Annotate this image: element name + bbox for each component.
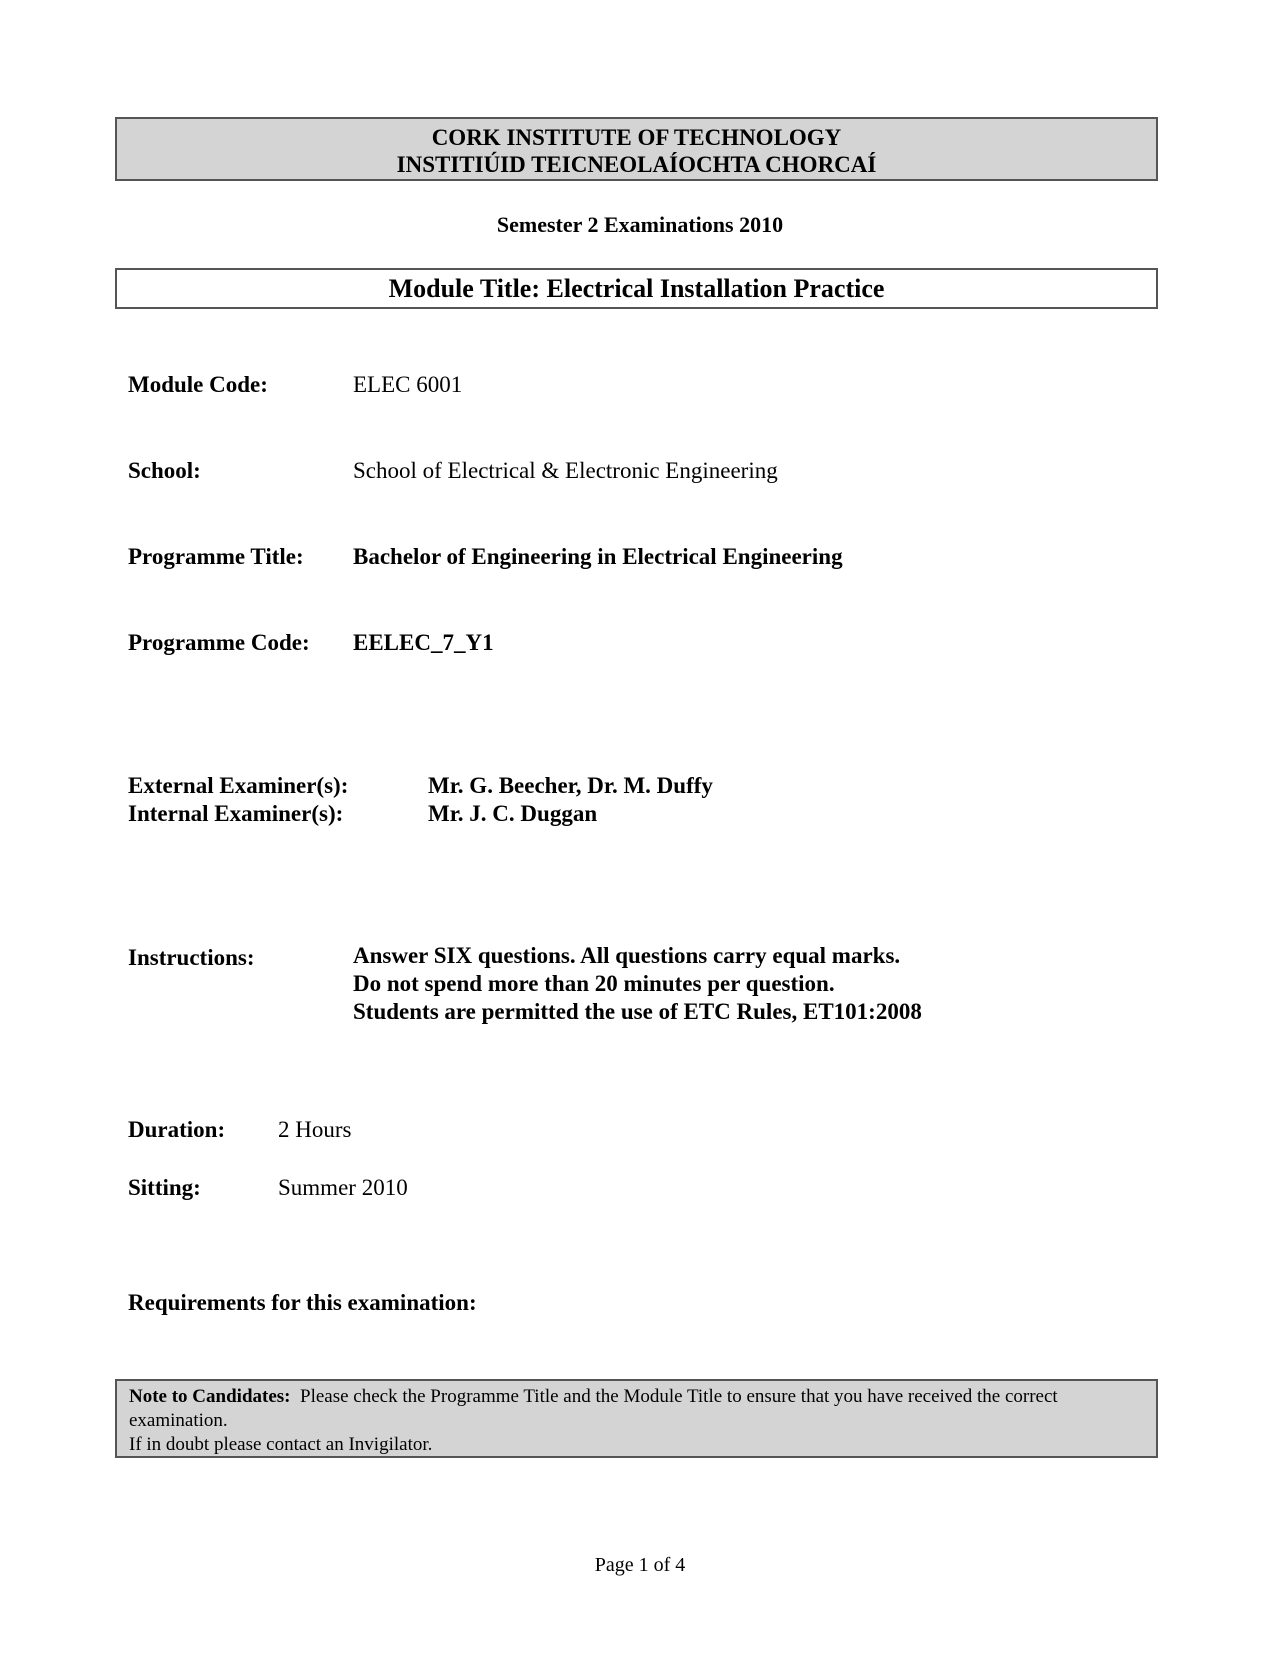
instruction-line: Students are permitted the use of ETC Rules, ET101:2008 (353, 999, 922, 1024)
instruction-line: Answer SIX questions. All questions carry equal marks. (353, 943, 901, 968)
external-examiner-value: Mr. G. Beecher, Dr. M. Duffy (428, 773, 713, 798)
note-text: Please check the Programme Title and the Module Title to ensure that you have received the correct examination. (129, 1386, 1058, 1431)
note-label: Note to Candidates: (129, 1386, 291, 1407)
institute-header (115, 117, 1158, 181)
school-label: School: (128, 458, 201, 483)
note-text-2: If in doubt please contact an Invigilator. (129, 1434, 433, 1455)
instruction-line: Do not spend more than 20 minutes per question. (353, 971, 835, 996)
internal-examiner-value: Mr. J. C. Duggan (428, 801, 598, 826)
module-title: Module Title: Electrical Installation Practice (115, 268, 1158, 309)
school-value: School of Electrical & Electronic Engineering (353, 458, 778, 483)
semester-heading: Semester 2 Examinations 2010 (496, 212, 784, 237)
module-code-label: Module Code: (128, 372, 268, 397)
note-to-candidates (115, 1379, 1158, 1458)
page-number: Page 1 of 4 (594, 1554, 686, 1576)
sitting-value: Summer 2010 (278, 1175, 408, 1200)
requirements-label: Requirements for this examination: (128, 1290, 477, 1315)
sitting-label: Sitting: (128, 1175, 201, 1200)
institute-name-english: CORK INSTITUTE OF TECHNOLOGY (431, 125, 842, 150)
module-code-value: ELEC 6001 (353, 372, 463, 397)
internal-examiner-label: Internal Examiner(s): (128, 801, 344, 826)
programme-code-value: EELEC_7_Y1 (353, 630, 494, 655)
external-examiner-label: External Examiner(s): (128, 773, 349, 798)
instructions-label: Instructions: (128, 945, 255, 970)
institute-name-irish: INSTITIÚID TEICNEOLAÍOCHTA CHORCAÍ (396, 152, 877, 177)
instructions-list (353, 942, 922, 1026)
programme-title-label: Programme Title: (128, 544, 304, 569)
duration-value: 2 Hours (278, 1117, 352, 1142)
programme-code-label: Programme Code: (128, 630, 310, 655)
duration-label: Duration: (128, 1117, 226, 1142)
programme-title-value: Bachelor of Engineering in Electrical Engineering (353, 544, 843, 569)
